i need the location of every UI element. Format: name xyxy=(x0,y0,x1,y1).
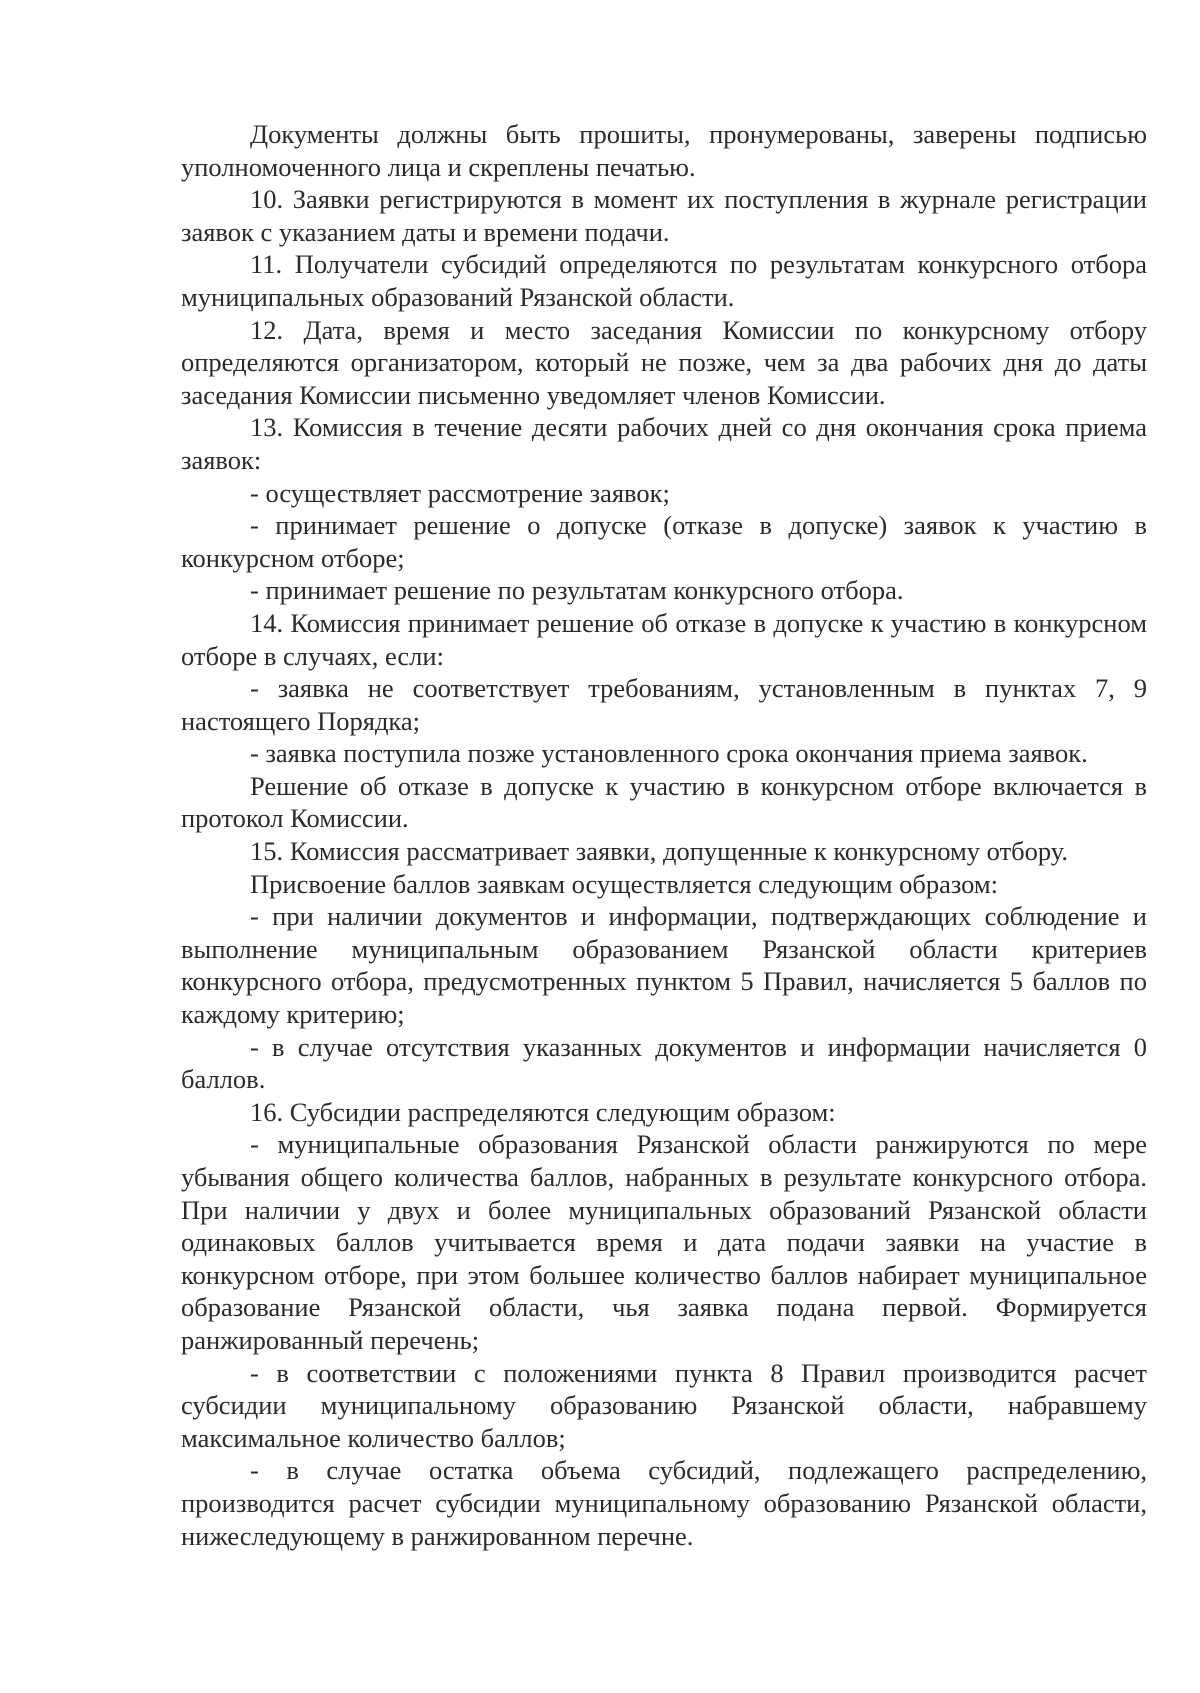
document-body xyxy=(181,118,1147,1552)
paragraph-documents-binding: Документы должны быть прошиты, пронумерованы, заверены подписью уполномоченного лица и скреплены печатью. xyxy=(181,119,1147,182)
paragraph-11-recipients: 11. Получатели субсидий определяются по результатам конкурсного отбора муниципальных образований Рязанской области. xyxy=(181,249,1147,312)
list-item-zero-points: - в случае отсутствия указанных документов и информации начисляется 0 баллов. xyxy=(181,1031,1147,1095)
paragraph-16-distribution: 16. Субсидии распределяются следующим образом: xyxy=(250,1096,836,1127)
paragraph-15-consideration: 15. Комиссия рассматривает заявки, допущенные к конкурсному отбору. xyxy=(250,836,1069,867)
paragraph-13-commission: 13. Комиссия в течение десяти рабочих дней со дня окончания срока приема заявок: xyxy=(181,412,1147,475)
list-item-admission: - принимает решение о допуске (отказе в допуске) заявок к участию в конкурсном отборе; xyxy=(181,510,1147,573)
paragraph-12-meeting: 12. Дата, время и место заседания Комиссии по конкурсному отбору определяются организатором, который не позже, чем за два рабочих дня до даты заседания Комиссии письменно уведомляет членов Комиссии. xyxy=(181,314,1147,410)
list-item-five-points: - при наличии документов и информации, подтверждающих соблюдение и выполнение муниципальным образованием Рязанской области критериев конкурсного отбора, предусмотренных пунктом 5 Правил, начисляется 5 баллов по каждому критерию; xyxy=(181,901,1147,1030)
list-item-results: - принимает решение по результатам конкурсного отбора. xyxy=(250,575,904,606)
paragraph-scoring: Присвоение баллов заявкам осуществляется следующим образом: xyxy=(250,868,999,899)
list-item-remainder: - в случае остатка объема субсидий, подлежащего распределению, производится расчет субсидии муниципальному образованию Рязанской области, нижеследующему в ранжированном перечне. xyxy=(181,1455,1147,1551)
list-item-late: - заявка поступила позже установленного срока окончания приема заявок. xyxy=(250,738,1088,769)
paragraph-10-registration: 10. Заявки регистрируются в момент их поступления в журнале регистрации заявок с указанием даты и времени подачи. xyxy=(181,184,1147,247)
list-item-calculation: - в соответствии с положениями пункта 8 Правил производится расчет субсидии муниципальному образованию Рязанской области, набравшему максимальное количество баллов; xyxy=(181,1357,1147,1453)
paragraph-14-refusal: 14. Комиссия принимает решение об отказе в допуске к участию в конкурсном отборе в случаях, если: xyxy=(181,607,1147,671)
list-item-ranking: - муниципальные образования Рязанской области ранжируются по мере убывания общего количества баллов, набранных в результате конкурсного отбора. При наличии у двух и более муниципальных образований Рязанской области одинаковых баллов учитывается время и дата подачи заявки на участие в конкурсном отборе, при этом большее количество баллов набирает муниципальное образование Рязанской области, чья заявка подана первой. Формируется ранжированный перечень; xyxy=(181,1129,1147,1355)
list-item-review: - осуществляет рассмотрение заявок; xyxy=(250,477,670,508)
paragraph-refusal-protocol: Решение об отказе в допуске к участию в конкурсном отборе включается в протокол Комиссии. xyxy=(181,770,1147,834)
list-item-requirements: - заявка не соответствует требованиям, установленным в пунктах 7, 9 настоящего Порядка; xyxy=(181,673,1147,736)
